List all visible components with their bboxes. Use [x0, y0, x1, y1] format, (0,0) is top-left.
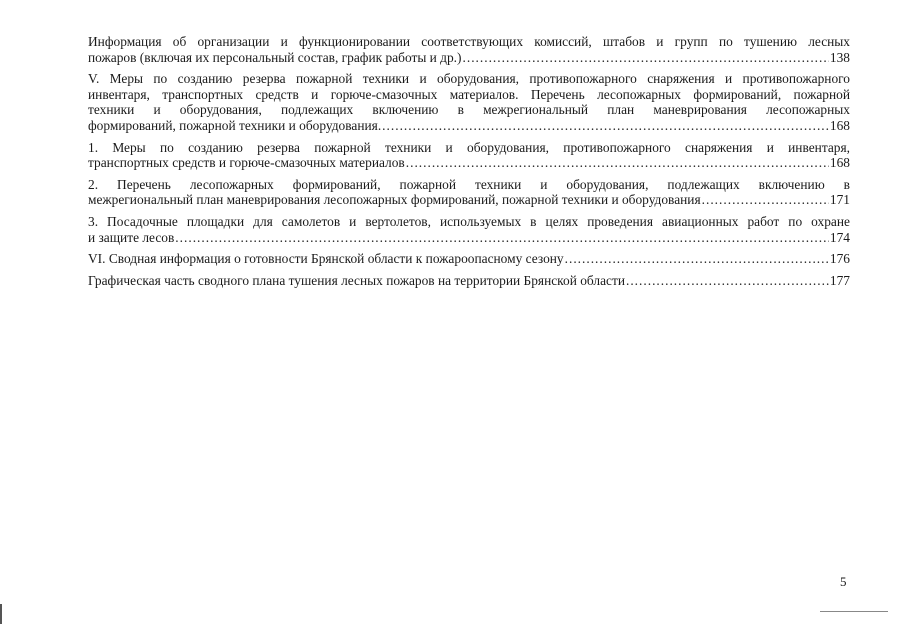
toc-entry-section-vi[interactable] [88, 251, 850, 267]
toc-entry-text: формирований, пожарной техники и оборудования. [88, 117, 382, 133]
toc-entry-last-line [88, 230, 850, 246]
toc-entry-reserve[interactable] [88, 140, 850, 171]
toc-entry-text: транспортных средств и горюче-смазочных материалов [88, 155, 405, 171]
toc-entry-last-line [88, 118, 850, 134]
toc-page-number: 176 [829, 251, 850, 267]
toc-entry-text: и защите лесов [88, 229, 175, 245]
toc-entry-text: VI. Сводная информация о готовности Брянской области к пожароопасному сезону [88, 251, 564, 267]
toc-entry-last-line [88, 155, 850, 171]
scan-line-mark [820, 611, 888, 612]
dot-leader [626, 273, 829, 289]
toc-entry-last-line [88, 50, 850, 66]
toc-entry-text-line: 1. Меры по созданию резерва пожарной техники и оборудования, противопожарного снаряжения и инвентаря, [88, 139, 850, 155]
toc-entry-section-v[interactable] [88, 71, 850, 133]
table-of-contents [88, 34, 850, 294]
toc-entry-text-line: инвентаря, транспортных средств и горюче-смазочных материалов. Перечень лесопожарных формирований, пожарной [88, 86, 850, 102]
toc-entry-graphic-part[interactable] [88, 273, 850, 289]
toc-page-number: 168 [829, 155, 850, 171]
page-number: 5 [840, 574, 847, 589]
dot-leader [702, 192, 829, 208]
dot-leader [406, 155, 829, 171]
toc-entry-last-line [88, 192, 850, 208]
toc-entry-last-line [88, 251, 850, 267]
dot-leader [175, 230, 829, 246]
toc-entry-formations-list[interactable] [88, 177, 850, 208]
dot-leader [565, 251, 829, 267]
toc-entry-text-line: V. Меры по созданию резерва пожарной техники и оборудования, противопожарного снаряжения и противопожарного [88, 71, 850, 87]
toc-page-number: 174 [829, 229, 850, 245]
toc-page-number: 168 [829, 117, 850, 133]
dot-leader [463, 50, 829, 66]
toc-entry-text-line: 3. Посадочные площадки для самолетов и вертолетов, используемых в целях проведения авиационных работ по охране [88, 213, 850, 229]
toc-entry-text: пожаров (включая их персональный состав, график работы и др.) [88, 49, 462, 65]
toc-entry-text-line: техники и оборудования, подлежащих включению в межрегиональный план маневрирования лесопожарных [88, 102, 850, 118]
toc-entry-text: Графическая часть сводного плана тушения лесных пожаров на территории Брянской области [88, 272, 625, 288]
toc-page-number: 138 [829, 49, 850, 65]
toc-entry-text: межрегиональный план маневрирования лесопожарных формирований, пожарной техники и оборудования [88, 192, 701, 208]
toc-entry-last-line [88, 273, 850, 289]
toc-page-number: 171 [829, 192, 850, 208]
toc-entry-text-line: Информация об организации и функционировании соответствующих комиссий, штабов и групп по тушению лесных [88, 34, 850, 49]
dot-leader [382, 118, 829, 134]
toc-entry-text-line: 2. Перечень лесопожарных формирований, пожарной техники и оборудования, подлежащих включению в [88, 176, 850, 192]
scan-edge-mark [0, 604, 2, 624]
toc-entry-landing-sites[interactable] [88, 214, 850, 245]
toc-page-number: 177 [829, 272, 850, 288]
toc-entry-commissions[interactable] [88, 34, 850, 65]
